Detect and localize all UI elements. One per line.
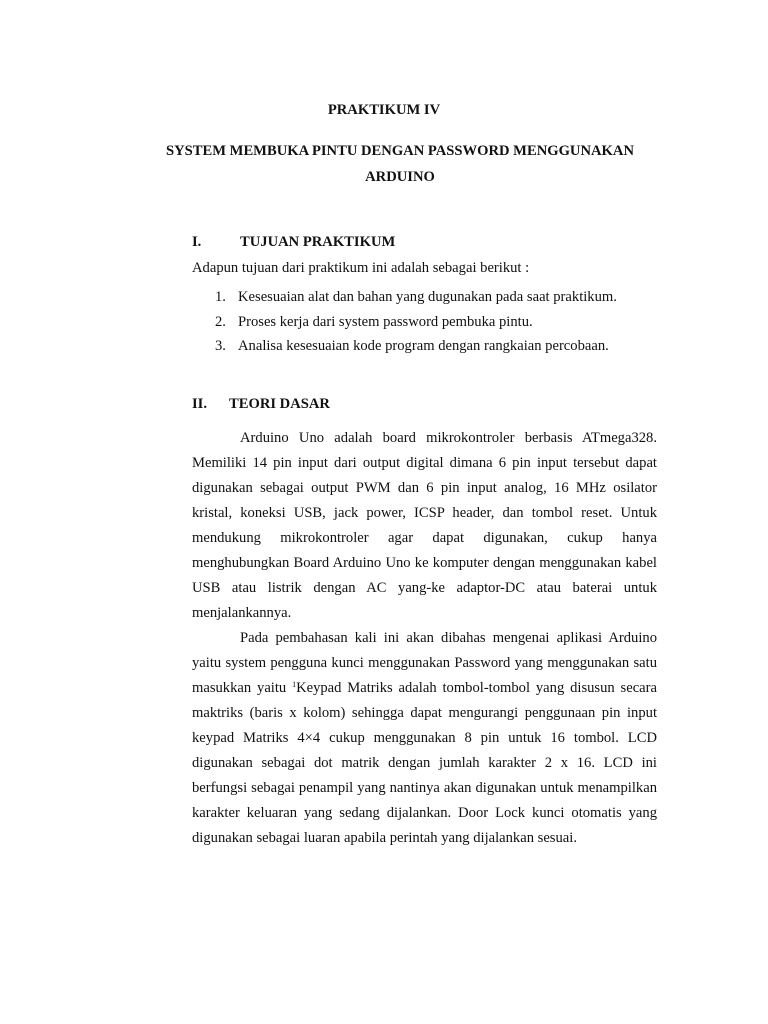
list-number: 3. bbox=[215, 338, 226, 354]
footnote-marker[interactable]: 1 bbox=[292, 680, 297, 689]
list-number: 2. bbox=[215, 313, 226, 330]
list-number: 1. bbox=[215, 289, 226, 305]
list-item bbox=[215, 285, 617, 310]
paragraph-aplikasi bbox=[192, 626, 657, 851]
section-title: TUJUAN PRAKTIKUM bbox=[240, 234, 396, 250]
paragraph-text: Pada pembahasan kali ini akan dibahas mengenai aplikasi Arduino yaitu system pengguna kunci menggunakan Password yang menggunakan satu masukkan yaitu bbox=[192, 630, 657, 696]
document-title: PRAKTIKUM IV bbox=[327, 102, 441, 118]
objective-list bbox=[215, 285, 617, 359]
section-title: TEORI DASAR bbox=[229, 396, 330, 412]
list-item bbox=[215, 310, 617, 335]
section-heading-teori bbox=[192, 396, 330, 413]
section-intro: Adapun tujuan dari praktikum ini adalah sebagai berikut : bbox=[192, 260, 530, 276]
document-subtitle: SYSTEM MEMBUKA PINTU DENGAN PASSWORD MENGGUNAKAN ARDUINO bbox=[166, 143, 634, 185]
section-heading-tujuan bbox=[192, 234, 395, 251]
section-number: I. bbox=[192, 234, 202, 250]
list-text: Analisa kesesuaian kode program dengan rangkaian percobaan. bbox=[238, 338, 609, 354]
paragraph-text: Keypad Matriks adalah tombol-tombol yang disusun secara maktriks (baris x kolom) sehingga dapat mengurangi penggunaan pin input keypad Matriks 4×4 cukup menggunakan 8 pin untuk 16 tombol. LCD digunakan sebagai dot matrik dengan jumlah karakter 2 x 16. LCD ini berfungsi sebagai penampil yang nantinya akan digunakan untuk menampilkan karakter keluaran yang sedang dijalankan. Door Lock kunci otomatis yang digunakan sebagai luaran apabila perintah yang dijalankan sesuai. bbox=[192, 680, 657, 846]
list-text: Kesesuaian alat dan bahan yang dugunakan pada saat praktikum. bbox=[238, 289, 617, 305]
section-number: II. bbox=[192, 396, 208, 412]
paragraph-arduino-uno: Arduino Uno adalah board mikrokontroler berbasis ATmega328. Memiliki 14 pin input dari output digital dimana 6 pin input tersebut dapat digunakan sebagai output PWM dan 6 pin input analog, 16 MHz osilator kristal, koneksi USB, jack power, ICSP header, dan tombol reset. Untuk mendukung mikrokontroler agar dapat digunakan, cukup hanya menghubungkan Board Arduino Uno ke komputer dengan menggunakan kabel USB atau listrik dengan AC yang-ke adaptor-DC atau baterai untuk menjalankannya. bbox=[192, 430, 657, 621]
list-text: Proses kerja dari system password pembuka pintu. bbox=[238, 313, 533, 330]
list-item bbox=[215, 334, 617, 359]
